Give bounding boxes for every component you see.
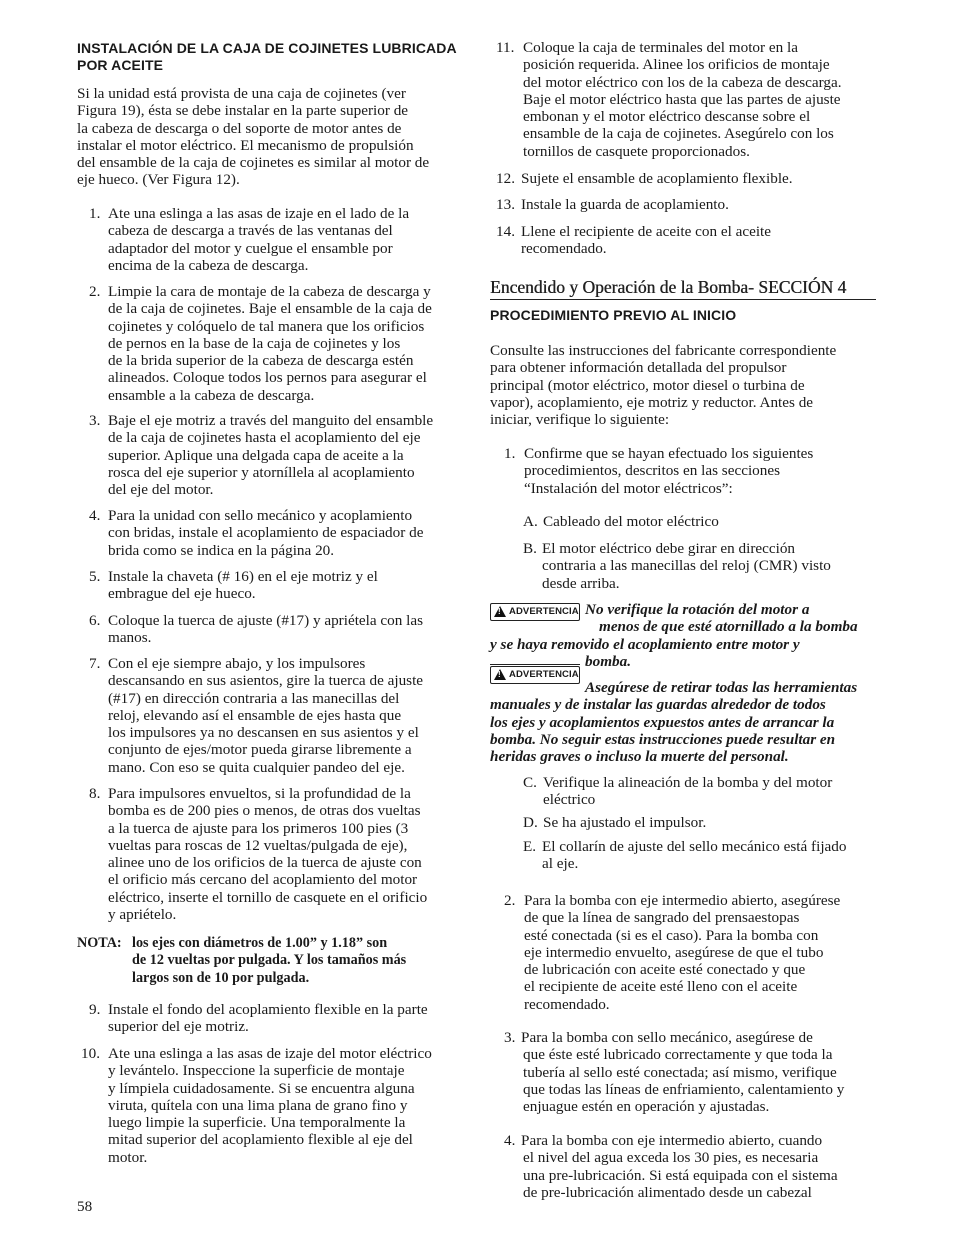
text-line: del motor eléctrico con los de la cabeza de descarga. xyxy=(523,73,842,91)
text-line: y límpiela cuidadosamente. Si se encuentra alguna xyxy=(108,1079,415,1097)
text-line: cabeza de descarga a través de las ventanas del xyxy=(108,222,393,240)
text-line: los ejes y acoplamientos expuestos antes de arrancar la xyxy=(490,713,835,731)
text-line: Se ha ajustado el impulsor. xyxy=(543,814,707,831)
text-line: Para impulsores envueltos, si la profundidad de la xyxy=(108,785,411,802)
text-line: rosca del eje superior y atorníllela al acoplamiento xyxy=(108,463,415,481)
item-number: 1. xyxy=(89,205,101,222)
text-line: el orificio más cercano del acoplamiento del motor xyxy=(108,871,418,889)
section-title: Encendido y Operación de la Bomba- SECCIÓN 4 xyxy=(490,276,876,300)
text-line: para obtener información detallada del propulsor xyxy=(490,359,787,377)
item-letter: B. xyxy=(523,540,537,557)
item-letter: E. xyxy=(523,838,537,855)
text-line: la cabeza de descarga o del soporte de motor antes de xyxy=(77,119,402,137)
text-line: de que la línea de sangrado del prensaestopas xyxy=(524,909,800,927)
text-line: Consulte las instrucciones del fabricante correspondiente xyxy=(490,342,837,359)
text-line: el recipiente de aceite esté lleno con el aceite xyxy=(524,978,798,996)
item-number: 14. xyxy=(496,223,515,240)
text-line: Coloque la tuerca de ajuste (#17) y apriétela con las xyxy=(108,612,424,629)
text-line: Sujete el ensamble de acoplamiento flexible. xyxy=(521,170,793,187)
text-line: de lubricación con aceite esté conectado y que xyxy=(524,961,806,979)
item-number: 2. xyxy=(89,283,101,300)
text-line: bomba. xyxy=(585,652,631,670)
heading-line: INSTALACIÓN DE LA CAJA DE COJINETES LUBRICADA xyxy=(77,40,457,56)
item-letter: A. xyxy=(523,513,538,530)
text-line: ensamble a la cabeza de descarga. xyxy=(108,386,315,404)
text-line: esté conectada (si es el caso). Para la bomba con xyxy=(524,926,819,944)
text-line: del ensamble de la caja de cojinetes es similar al motor de xyxy=(77,154,430,172)
text-line: Figura 19), ésta se debe instalar en la parte superior de xyxy=(77,102,409,120)
warning-label: ADVERTENCIA xyxy=(509,606,579,617)
item-number: 6. xyxy=(89,612,101,629)
text-line: al eje. xyxy=(542,855,579,873)
text-line: tubería al sello esté conectada; así mismo, verifique xyxy=(523,1063,837,1081)
text-line: Llene el recipiente de aceite con el aceite xyxy=(521,223,772,240)
item-letter: D. xyxy=(523,814,538,831)
item-number: 3. xyxy=(89,412,101,429)
text-line: de pernos en la base de la caja de cojinetes y los xyxy=(108,334,401,352)
item-number: 9. xyxy=(89,1001,101,1018)
text-line: principal (motor eléctrico, motor diesel o turbina de xyxy=(490,376,805,394)
text-line: encima de la cabeza de descarga. xyxy=(108,256,309,274)
text-line: con bridas, instale el acoplamiento de espaciador de xyxy=(108,524,424,542)
item-number: 11. xyxy=(496,39,515,56)
text-line: superior del eje motriz. xyxy=(108,1018,249,1036)
text-line: Instale el fondo del acoplamiento flexible en la parte xyxy=(108,1001,428,1018)
text-line: embrague del eje hueco. xyxy=(108,585,256,603)
text-line: eléctrico, inserte el tornillo de casquete en el orificio xyxy=(108,888,428,906)
text-line: alinee uno de los orificios de la tuerca de ajuste con xyxy=(108,854,422,872)
text-line: y levántelo. Inspeccione la superficie de montaje xyxy=(108,1062,405,1080)
item-number: 1. xyxy=(504,445,516,462)
text-line: Coloque la caja de terminales del motor en la xyxy=(523,39,798,56)
text-line: recomendado. xyxy=(521,240,607,258)
item-letter: C. xyxy=(523,774,537,791)
text-line: largos son de 10 por pulgada. xyxy=(132,969,310,986)
text-line: Cableado del motor eléctrico xyxy=(543,513,719,530)
text-line: eje hueco. (Ver Figura 12). xyxy=(77,171,240,189)
text-line: ensamble de la caja de cojinetes. Asegúrelo con los xyxy=(523,125,834,143)
item-number: 4. xyxy=(89,507,101,524)
text-line: manuales y de instalar las guardas alrededor de todos xyxy=(490,696,826,714)
text-line: heridas graves o incluso la muerte del personal. xyxy=(490,748,789,766)
text-line: que éste esté lubricado correctamente y que toda la xyxy=(523,1046,833,1064)
text-line: y se haya removido el acoplamiento entre motor y xyxy=(490,635,800,653)
text-line: luego limpie la superficie. Una temporalmente la xyxy=(108,1114,406,1132)
text-line: eléctrico xyxy=(543,791,596,809)
text-line: vapor), acoplamiento, eje motriz y reductor. Antes de xyxy=(490,393,814,411)
warning-text xyxy=(490,601,890,670)
text-line: del eje del motor. xyxy=(108,481,214,499)
subheading: PROCEDIMIENTO PREVIO AL INICIO xyxy=(490,307,737,323)
text-line: el nivel del agua exceda los 30 pies, es necesaria xyxy=(523,1149,819,1167)
text-line: Para la unidad con sello mecánico y acoplamiento xyxy=(108,507,413,524)
text-line: cojinetes y colóquelo de tal manera que los orificios xyxy=(108,317,425,335)
text-line: a la tuerca de ajuste para los primeros 100 pies (3 xyxy=(108,819,409,837)
text-line: recomendado. xyxy=(524,995,610,1013)
text-line: Instale la guarda de acoplamiento. xyxy=(521,196,729,213)
text-line: iniciar, verifique lo siguiente: xyxy=(490,411,670,429)
text-line: “Instalación del motor eléctricos”: xyxy=(524,479,733,497)
text-line: de la caja de cojinetes. Baje el ensamble de la caja de xyxy=(108,300,432,318)
text-line: alineados. Coloque todos los pernos para asegurar el xyxy=(108,369,427,387)
text-line: de pre-lubricación alimentado desde un cabezal xyxy=(523,1183,812,1201)
text-line: adaptador del motor y cuelgue el ensamble por xyxy=(108,239,393,257)
text-line: (#17) en dirección contraria a las manecillas del xyxy=(108,689,400,707)
text-line: superior. Aplique una delgada capa de aceite a la xyxy=(108,446,404,464)
text-line: contraria a las manecillas del reloj (CMR) visto xyxy=(542,557,831,575)
text-line: de la brida superior de la cabeza de descarga estén xyxy=(108,352,414,370)
text-line: mitad superior del acoplamiento flexible al eje del xyxy=(108,1131,413,1149)
text-line: desde arriba. xyxy=(542,574,620,592)
text-line: enjuague estén en operación y ajustadas. xyxy=(523,1098,770,1116)
warning-text xyxy=(490,679,890,765)
text-line: No verifique la rotación del motor a xyxy=(585,601,810,618)
item-number: 7. xyxy=(89,655,101,672)
text-line: Para la bomba con eje intermedio abierto, asegúrese xyxy=(524,892,841,909)
text-line: El motor eléctrico debe girar en dirección xyxy=(542,540,796,557)
item-number: 2. xyxy=(504,892,516,909)
text-line: mano. Con eso se quita cualquier pandeo del eje. xyxy=(108,758,405,776)
text-line: Con el eje siempre abajo, y los impulsores xyxy=(108,655,366,672)
text-line: los impulsores ya no descansen en sus asientos y el xyxy=(108,724,419,742)
text-line: eje intermedio envuelto, asegúrese de que el tubo xyxy=(524,943,824,961)
text-line: de 12 vueltas por pulgada. Y los tamaños más xyxy=(132,952,407,969)
item-number: 8. xyxy=(89,785,101,802)
text-line: Verifique la alineación de la bomba y del motor xyxy=(543,774,833,791)
text-line: Para la bomba con eje intermedio abierto, cuando xyxy=(521,1132,823,1149)
text-line: instalar el motor eléctrico. El mecanismo de propulsión xyxy=(77,136,414,154)
text-line: Limpie la cara de montaje de la cabeza de descarga y xyxy=(108,283,431,300)
text-line: Ate una eslinga a las asas de izaje del motor eléctrico xyxy=(108,1045,432,1062)
text-line: Para la bomba con sello mecánico, asegúrese de xyxy=(521,1029,813,1046)
item-number: 12. xyxy=(496,170,515,187)
item-number: 13. xyxy=(496,196,515,213)
text-line: conjunto de ejes/motor pueda girarse libremente a xyxy=(108,741,412,759)
text-line: Confirme que se hayan efectuado los siguientes xyxy=(524,445,814,462)
text-line: bomba. No seguir estas instrucciones puede resultar en xyxy=(490,730,836,748)
text-line: vueltas para roscas de 12 vueltas/pulgada de eje), xyxy=(108,836,408,854)
heading-line: POR ACEITE xyxy=(77,57,164,73)
intro-paragraph xyxy=(490,342,890,428)
text-line: Asegúrese de retirar todas las herramientas xyxy=(585,679,858,696)
text-line: de la caja de cojinetes hasta el acoplamiento del eje xyxy=(108,429,421,447)
text-line: menos de que esté atornillado a la bomba xyxy=(599,618,858,636)
text-line: reloj, elevando así el ensamble de ejes hasta que xyxy=(108,706,402,724)
item-number: 3. xyxy=(504,1029,516,1046)
text-line: Instale la chaveta (# 16) en el eje motriz y el xyxy=(108,568,378,585)
text-line: una pre-lubricación. Si está equipada con el sistema xyxy=(523,1166,838,1184)
text-line: embonan y el motor eléctrico descanse sobre el xyxy=(523,108,811,126)
divider xyxy=(490,664,580,665)
item-number: 4. xyxy=(504,1132,516,1149)
note-label: NOTA: xyxy=(77,935,122,951)
text-line: Si la unidad está provista de una caja de cojinetes (ver xyxy=(77,85,406,102)
text-line: manos. xyxy=(108,629,152,647)
text-line: posición requerida. Alinee los orificios de montaje xyxy=(523,56,830,74)
text-line: y apriételo. xyxy=(108,906,177,924)
text-line: motor. xyxy=(108,1148,148,1166)
text-line: brida como se indica en la página 20. xyxy=(108,541,335,559)
item-number: 5. xyxy=(89,568,101,585)
text-line: descansando en sus asientos, gire la tuerca de ajuste xyxy=(108,672,424,690)
text-line: El collarín de ajuste del sello mecánico está fijado xyxy=(542,838,847,855)
text-line: bomba es de 200 pies o menos, de otras dos vueltas xyxy=(108,802,421,820)
text-line: Baje el eje motriz a través del manguito del ensamble xyxy=(108,412,434,429)
text-line: los ejes con diámetros de 1.00” y 1.18” son xyxy=(132,935,388,951)
text-line: tornillos de casquete proporcionados. xyxy=(523,142,750,160)
text-line: Ate una eslinga a las asas de izaje en el lado de la xyxy=(108,205,410,222)
intro-paragraph xyxy=(77,85,477,189)
text-line: que todas las líneas de enfriamiento, calentamiento y xyxy=(523,1080,845,1098)
text-line: Baje el motor eléctrico hasta que las partes de ajuste xyxy=(523,90,841,108)
text-line: procedimientos, descritos en las secciones xyxy=(524,462,780,480)
item-number: 10. xyxy=(81,1045,100,1062)
section-heading-bearing-housing xyxy=(77,40,477,74)
page-number: 58 xyxy=(77,1198,93,1215)
warning-label: ADVERTENCIA xyxy=(509,669,579,680)
text-line: viruta, quítela con una lima plana de grano fino y xyxy=(108,1096,408,1114)
